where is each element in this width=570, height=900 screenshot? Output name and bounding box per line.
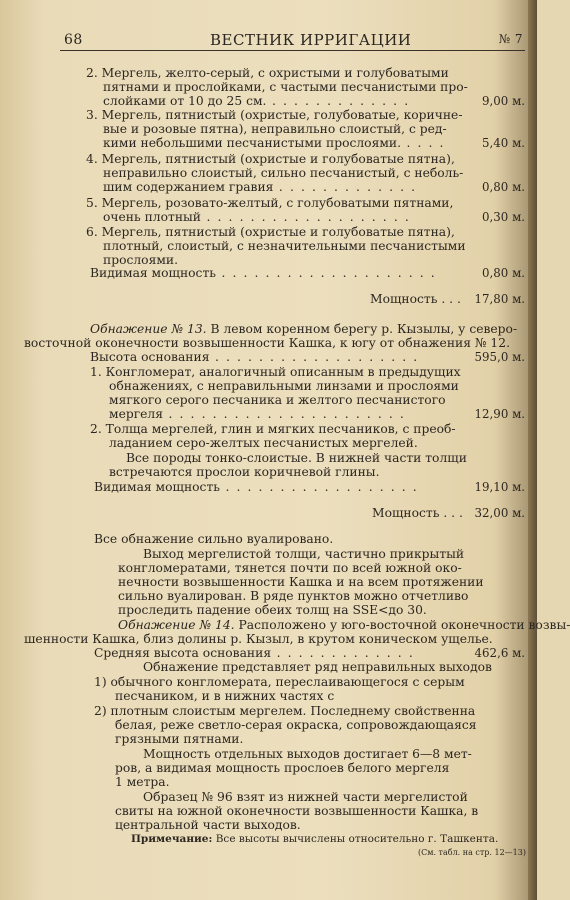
item-3-value: 5,40 м. <box>482 136 525 150</box>
item-2-line: грязными пятнами. <box>115 732 244 746</box>
avg-height-label: Средняя высота основания . . . . . . . . . . . . . <box>94 646 415 660</box>
item-2-line: пятнами и прослойками, с частыми песчанистыми про- <box>103 80 468 94</box>
outcrop-13-intro: Обнажение № 13. В левом коренном берегу р. Кызылы, у северо- <box>90 322 518 336</box>
item-4-line: шим содержанием гравия . . . . . . . . . . . . . <box>103 180 417 194</box>
item-5-value: 0,30 м. <box>482 210 525 224</box>
avg-height-value: 462,6 м. <box>474 646 525 660</box>
item-3-line: вые и розовые пятна), неправильно слоистый, с ред- <box>103 122 447 136</box>
item-4-line: неправильно слоистый, сильно песчанистый, с неболь- <box>103 166 464 180</box>
page-header <box>60 30 523 50</box>
journal-title: ВЕСТНИК ИРРИГАЦИИ <box>210 31 412 49</box>
paragraph-line: 1 метра. <box>115 775 170 789</box>
footnote-label: Примечание: <box>131 833 213 845</box>
item-3-line: кими небольшими песчанистыми прослоями. . . . . <box>103 136 446 150</box>
item-1-line: 1. Конгломерат, аналогичный описанным в предыдущих <box>90 365 461 379</box>
outcrop-13-title: Обнажение № 13. <box>90 322 207 336</box>
footnote-ref: (См. табл. на стр. 12—13) <box>418 848 526 857</box>
paragraph-line: проследить падение обеих толщ на SSE<до 30. <box>118 603 427 617</box>
item-1-line: мягкого серого песчаника и желтого песчанистого <box>109 393 446 407</box>
item-2-line: слойками от 10 до 25 см. . . . . . . . . . . . . . <box>103 94 410 108</box>
item-1-line: обнажениях, с неправильными линзами и прослоями <box>109 379 459 393</box>
item-2-line: 2) плотным слоистым мергелем. Последнему свойственна <box>94 704 476 718</box>
base-height-label: Высота основания . . . . . . . . . . . . . . . . . . . <box>90 350 419 364</box>
item-6-line: прослоями. <box>103 253 179 267</box>
paragraph-line: Все обнажение сильно вуалировано. <box>94 532 334 546</box>
item-6-line: плотный, слоистый, с незначительными песчанистыми <box>103 239 466 253</box>
outcrop-13-intro: восточной оконечности возвышенности Кашка, к югу от обнажения № 12. <box>24 336 510 350</box>
item-6-line: 6. Мергель, пятнистый (охристые и голубоватые пятна), <box>86 225 455 239</box>
outcrop-14-title: Обнажение № 14. <box>118 618 235 632</box>
page-edge <box>528 0 537 900</box>
item-4-line: 4. Мергель, пятнистый (охристые и голубоватые пятна), <box>86 152 455 166</box>
item-2-line: ладанием серо-желтых песчанистых мергелей. <box>109 436 418 450</box>
issue-number: № 7 <box>498 32 523 46</box>
item-2-line: белая, реже светло-серая окраска, сопровождающаяся <box>115 718 477 732</box>
paragraph-line: сильно вуалирован. В ряде пунктов можно отчетливо <box>118 589 469 603</box>
item-4-value: 0,80 м. <box>482 180 525 194</box>
total-thickness-label: Мощность . . . <box>372 506 463 520</box>
item-3-line: 3. Мергель, пятнистый (охристые, голубоватые, коричне- <box>86 108 463 122</box>
visible-thickness-label: Видимая мощность . . . . . . . . . . . . . . . . . . . . <box>90 266 437 280</box>
paragraph-line: конгломератами, тянется почти по всей южной око- <box>118 561 462 575</box>
item-5-line: 5. Мергель, розовато-желтый, с голубоватыми пятнами, <box>86 196 454 210</box>
section-2-note: встречаются прослои коричневой глины. <box>109 465 380 479</box>
item-2-value: 9,00 м. <box>482 94 525 108</box>
section-2-note: Все породы тонко-слоистые. В нижней части толщи <box>126 451 467 465</box>
paragraph-line: Обнажение представляет ряд неправильных выходов <box>143 660 492 674</box>
item-1-line: 1) обычного конгломерата, переслаивающегося с серым <box>94 675 465 689</box>
paragraph-line: Образец № 96 взят из нижней части мергелистой <box>143 790 468 804</box>
item-2-line: 2. Мергель, желто-серый, с охристыми и голубоватыми <box>86 66 449 80</box>
page-number: 68 <box>64 32 83 48</box>
outcrop-14-intro: шенности Кашка, близ долины р. Кызыл, в крутом коническом ущелье. <box>24 632 493 646</box>
item-2-line: 2. Толща мергелей, глин и мягких песчаников, с преоб- <box>90 422 456 436</box>
paragraph-line: ров, а видимая мощность прослоев белого мергеля <box>115 761 450 775</box>
header-rule <box>60 50 525 51</box>
total-thickness-value: 32,00 м. <box>474 506 525 520</box>
item-1-line: мергеля . . . . . . . . . . . . . . . . . . . . . . <box>109 407 406 421</box>
item-1-line: песчаником, и в нижних частях с <box>115 689 335 703</box>
paragraph-line: Мощность отдельных выходов достигает 6—8 мет- <box>143 747 472 761</box>
visible-thickness-label: Видимая мощность . . . . . . . . . . . . . . . . . . <box>94 480 419 494</box>
base-height-value: 595,0 м. <box>474 350 525 364</box>
footnote-text: Примечание: Все высоты вычислены относительно г. Ташкента. <box>131 833 499 845</box>
item-1-value: 12,90 м. <box>474 407 525 421</box>
paragraph-line: нечности возвышенности Кашка и на всем протяжении <box>118 575 484 589</box>
paragraph-line: центральной части выходов. <box>115 818 301 832</box>
outcrop-14-intro: Обнажение № 14. Расположено у юго-восточной оконечности возвы- <box>118 618 570 632</box>
total-thickness-value: 17,80 м. <box>474 292 525 306</box>
item-5-line: очень плотный . . . . . . . . . . . . . . . . . . . <box>103 210 411 224</box>
paragraph-line: Выход мергелистой толщи, частично прикрытый <box>143 547 465 561</box>
visible-thickness-value: 0,80 м. <box>482 266 525 280</box>
total-thickness-label: Мощность . . . <box>370 292 461 306</box>
paragraph-line: свиты на южной оконечности возвышенности Кашка, в <box>115 804 479 818</box>
visible-thickness-value: 19,10 м. <box>474 480 525 494</box>
